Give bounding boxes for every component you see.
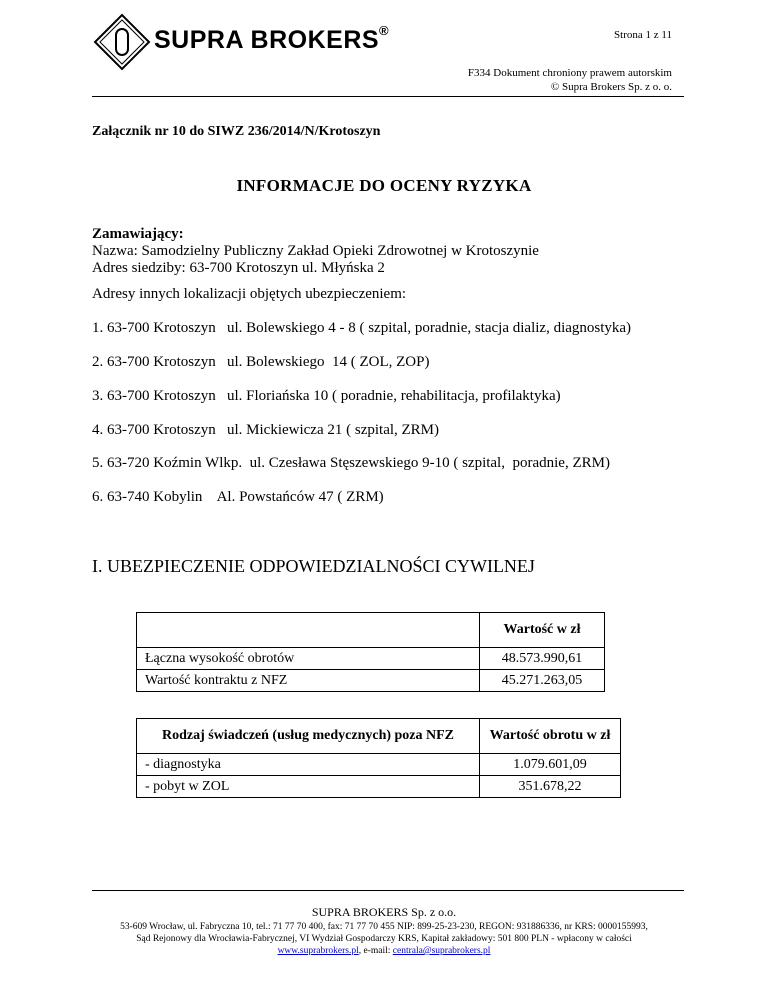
buyer-name: Nazwa: Samodzielny Publiczny Zakład Opieki Zdrowotnej w Krotoszynie	[92, 243, 539, 259]
footer-company: SUPRA BROKERS Sp. z o.o.	[311, 905, 457, 919]
location-item: 5. 63-720 Koźmin Wlkp. ul. Czesława Stęszewskiego 9-10 ( szpital, poradnie, ZRM)	[92, 455, 610, 471]
footer-address: 53-609 Wrocław, ul. Fabryczna 10, tel.: 71 77 70 400, fax: 71 77 70 455 NIP: 899-25-23-230, REGON: 931886336, nr KRS: 0000155993,	[120, 922, 648, 932]
annex-reference: Załącznik nr 10 do SIWZ 236/2014/N/Krotoszyn	[92, 124, 381, 139]
table-cell: 1.079.601,09	[480, 754, 621, 776]
section-title: I. UBEZPIECZENIE ODPOWIEDZIALNOŚCI CYWILNEJ	[92, 556, 535, 576]
header-divider	[92, 96, 684, 97]
location-item: 1. 63-700 Krotoszyn ul. Bolewskiego 4 - 8 ( szpital, poradnie, stacja dializ, diagnostyka)	[92, 320, 632, 336]
email-link[interactable]: centrala@suprabrokers.pl	[392, 946, 491, 956]
table-cell: Wartość kontraktu z NFZ	[137, 670, 480, 692]
website-link[interactable]: www.suprabrokers.pl	[277, 946, 359, 956]
supra-logo-icon	[92, 12, 152, 72]
location-item: 3. 63-700 Krotoszyn ul. Floriańska 10 ( poradnie, rehabilitacja, profilaktyka)	[92, 388, 561, 404]
table-row	[137, 648, 605, 670]
footer-contact: www.suprabrokers.pl, e-mail: centrala@suprabrokers.pl	[277, 946, 491, 956]
table-header-row	[137, 613, 605, 648]
table-cell: 45.271.263,05	[480, 670, 605, 692]
buyer-address: Adres siedziby: 63-700 Krotoszyn ul. Młyńska 2	[92, 260, 385, 276]
footer-registry: Sąd Rejonowy dla Wrocławia-Fabrycznej, VI Wydział Gospodarczy KRS, Kapitał zakładowy: 501 800 PLN - wpłacony w całości	[136, 934, 632, 944]
buyer-heading: Zamawiający:	[92, 226, 184, 242]
footer-divider	[92, 890, 684, 891]
table-header-cell: Rodzaj świadczeń (usług medycznych) poza NFZ	[137, 719, 480, 754]
services-table	[136, 718, 621, 798]
table-cell: 351.678,22	[480, 776, 621, 798]
table-cell: Łączna wysokość obrotów	[137, 648, 480, 670]
table-cell: 48.573.990,61	[480, 648, 605, 670]
table-cell: - pobyt w ZOL	[137, 776, 480, 798]
document-title: INFORMACJE DO OCENY RYZYKA	[236, 176, 532, 195]
table-row	[137, 776, 621, 798]
location-item: 6. 63-740 Kobylin Al. Powstańców 47 ( ZRM)	[92, 489, 384, 505]
table-header-cell: Wartość w zł	[480, 613, 605, 648]
page-number: Strona 1 z 11	[614, 29, 672, 41]
locations-intro: Adresy innych lokalizacji objętych ubezpieczeniem:	[92, 286, 407, 302]
turnover-table	[136, 612, 605, 692]
table-row	[137, 754, 621, 776]
table-header-cell	[137, 613, 480, 648]
table-cell: - diagnostyka	[137, 754, 480, 776]
table-header-cell: Wartość obrotu w zł	[480, 719, 621, 754]
brand-name: SUPRA BROKERS®	[154, 22, 390, 54]
table-header-row	[137, 719, 621, 754]
company-logo	[92, 12, 390, 72]
location-item: 4. 63-700 Krotoszyn ul. Mickiewicza 21 ( szpital, ZRM)	[92, 422, 440, 438]
copyright-notice: F334 Dokument chroniony prawem autorskim © Supra Brokers Sp. z o. o.	[467, 67, 672, 93]
location-item: 2. 63-700 Krotoszyn ul. Bolewskiego 14 ( ZOL, ZOP)	[92, 354, 430, 370]
table-row	[137, 670, 605, 692]
